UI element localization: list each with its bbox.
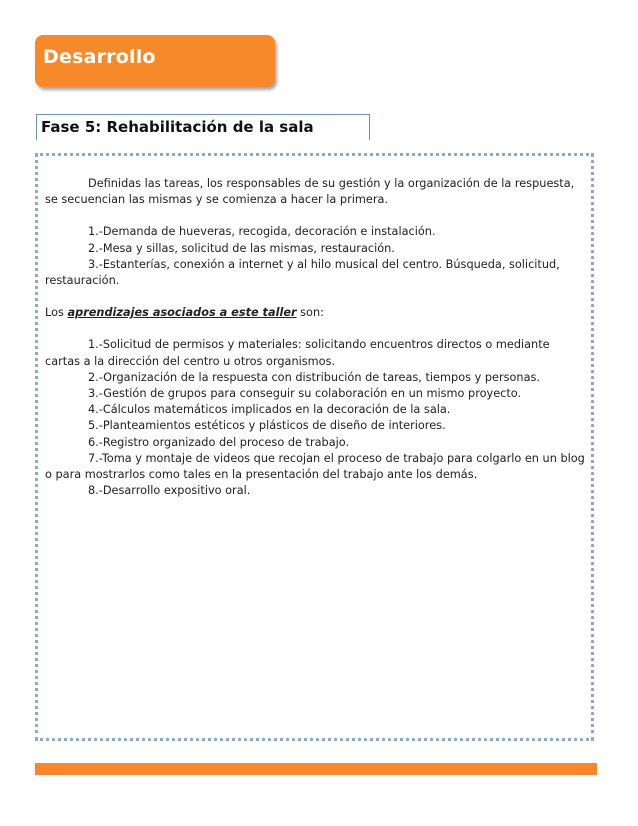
section-header-banner bbox=[35, 35, 275, 87]
learnings-suffix: son: bbox=[296, 306, 324, 320]
learning-item: 5.-Planteamientos estéticos y plásticos de diseño de interiores. bbox=[88, 419, 446, 433]
learnings-intro bbox=[45, 305, 585, 321]
learning-item: 3.-Gestión de grupos para conseguir su colaboración en un mismo proyecto. bbox=[88, 387, 522, 401]
learnings-prefix: Los bbox=[45, 306, 68, 320]
content-body bbox=[45, 176, 585, 499]
intro-paragraph: Definidas las tareas, los responsables de su gestión y la organización de la respuesta, se secuencian las mismas y se comienza a hacer la primera. bbox=[45, 177, 575, 207]
learning-item: 1.-Solicitud de permisos y materiales: solicitando encuentros directos o mediante cartas a la dirección del centro u otros organismos. bbox=[45, 338, 550, 368]
task-item: 1.-Demanda de hueveras, recogida, decoración e instalación. bbox=[88, 225, 436, 239]
phase-title: Fase 5: Rehabilitación de la sala bbox=[41, 118, 314, 136]
section-title: Desarrollo bbox=[43, 46, 156, 68]
learning-item: 4.-Cálculos matemáticos implicados en la decoración de la sala. bbox=[88, 403, 451, 417]
footer-bar bbox=[35, 763, 597, 775]
learnings-label: aprendizajes asociados a este taller bbox=[67, 306, 297, 320]
learning-item: 6.-Registro organizado del proceso de trabajo. bbox=[88, 435, 350, 449]
phase-heading-box bbox=[36, 114, 370, 140]
learning-item: 7.-Toma y montaje de videos que recojan el proceso de trabajo para colgarlo en un blog o para mostrarlos como tales en la presentación del trabajo ante los demás. bbox=[45, 451, 585, 482]
task-item: 2.-Mesa y sillas, solicitud de las mismas, restauración. bbox=[88, 241, 395, 255]
task-item: 3.-Estanterías, conexión a internet y al hilo musical del centro. Búsqueda, solicitud, restauración. bbox=[45, 257, 560, 288]
learning-item: 8.-Desarrollo expositivo oral. bbox=[88, 484, 251, 498]
learning-item: 2.-Organización de la respuesta con distribución de tareas, tiempos y personas. bbox=[88, 370, 540, 384]
